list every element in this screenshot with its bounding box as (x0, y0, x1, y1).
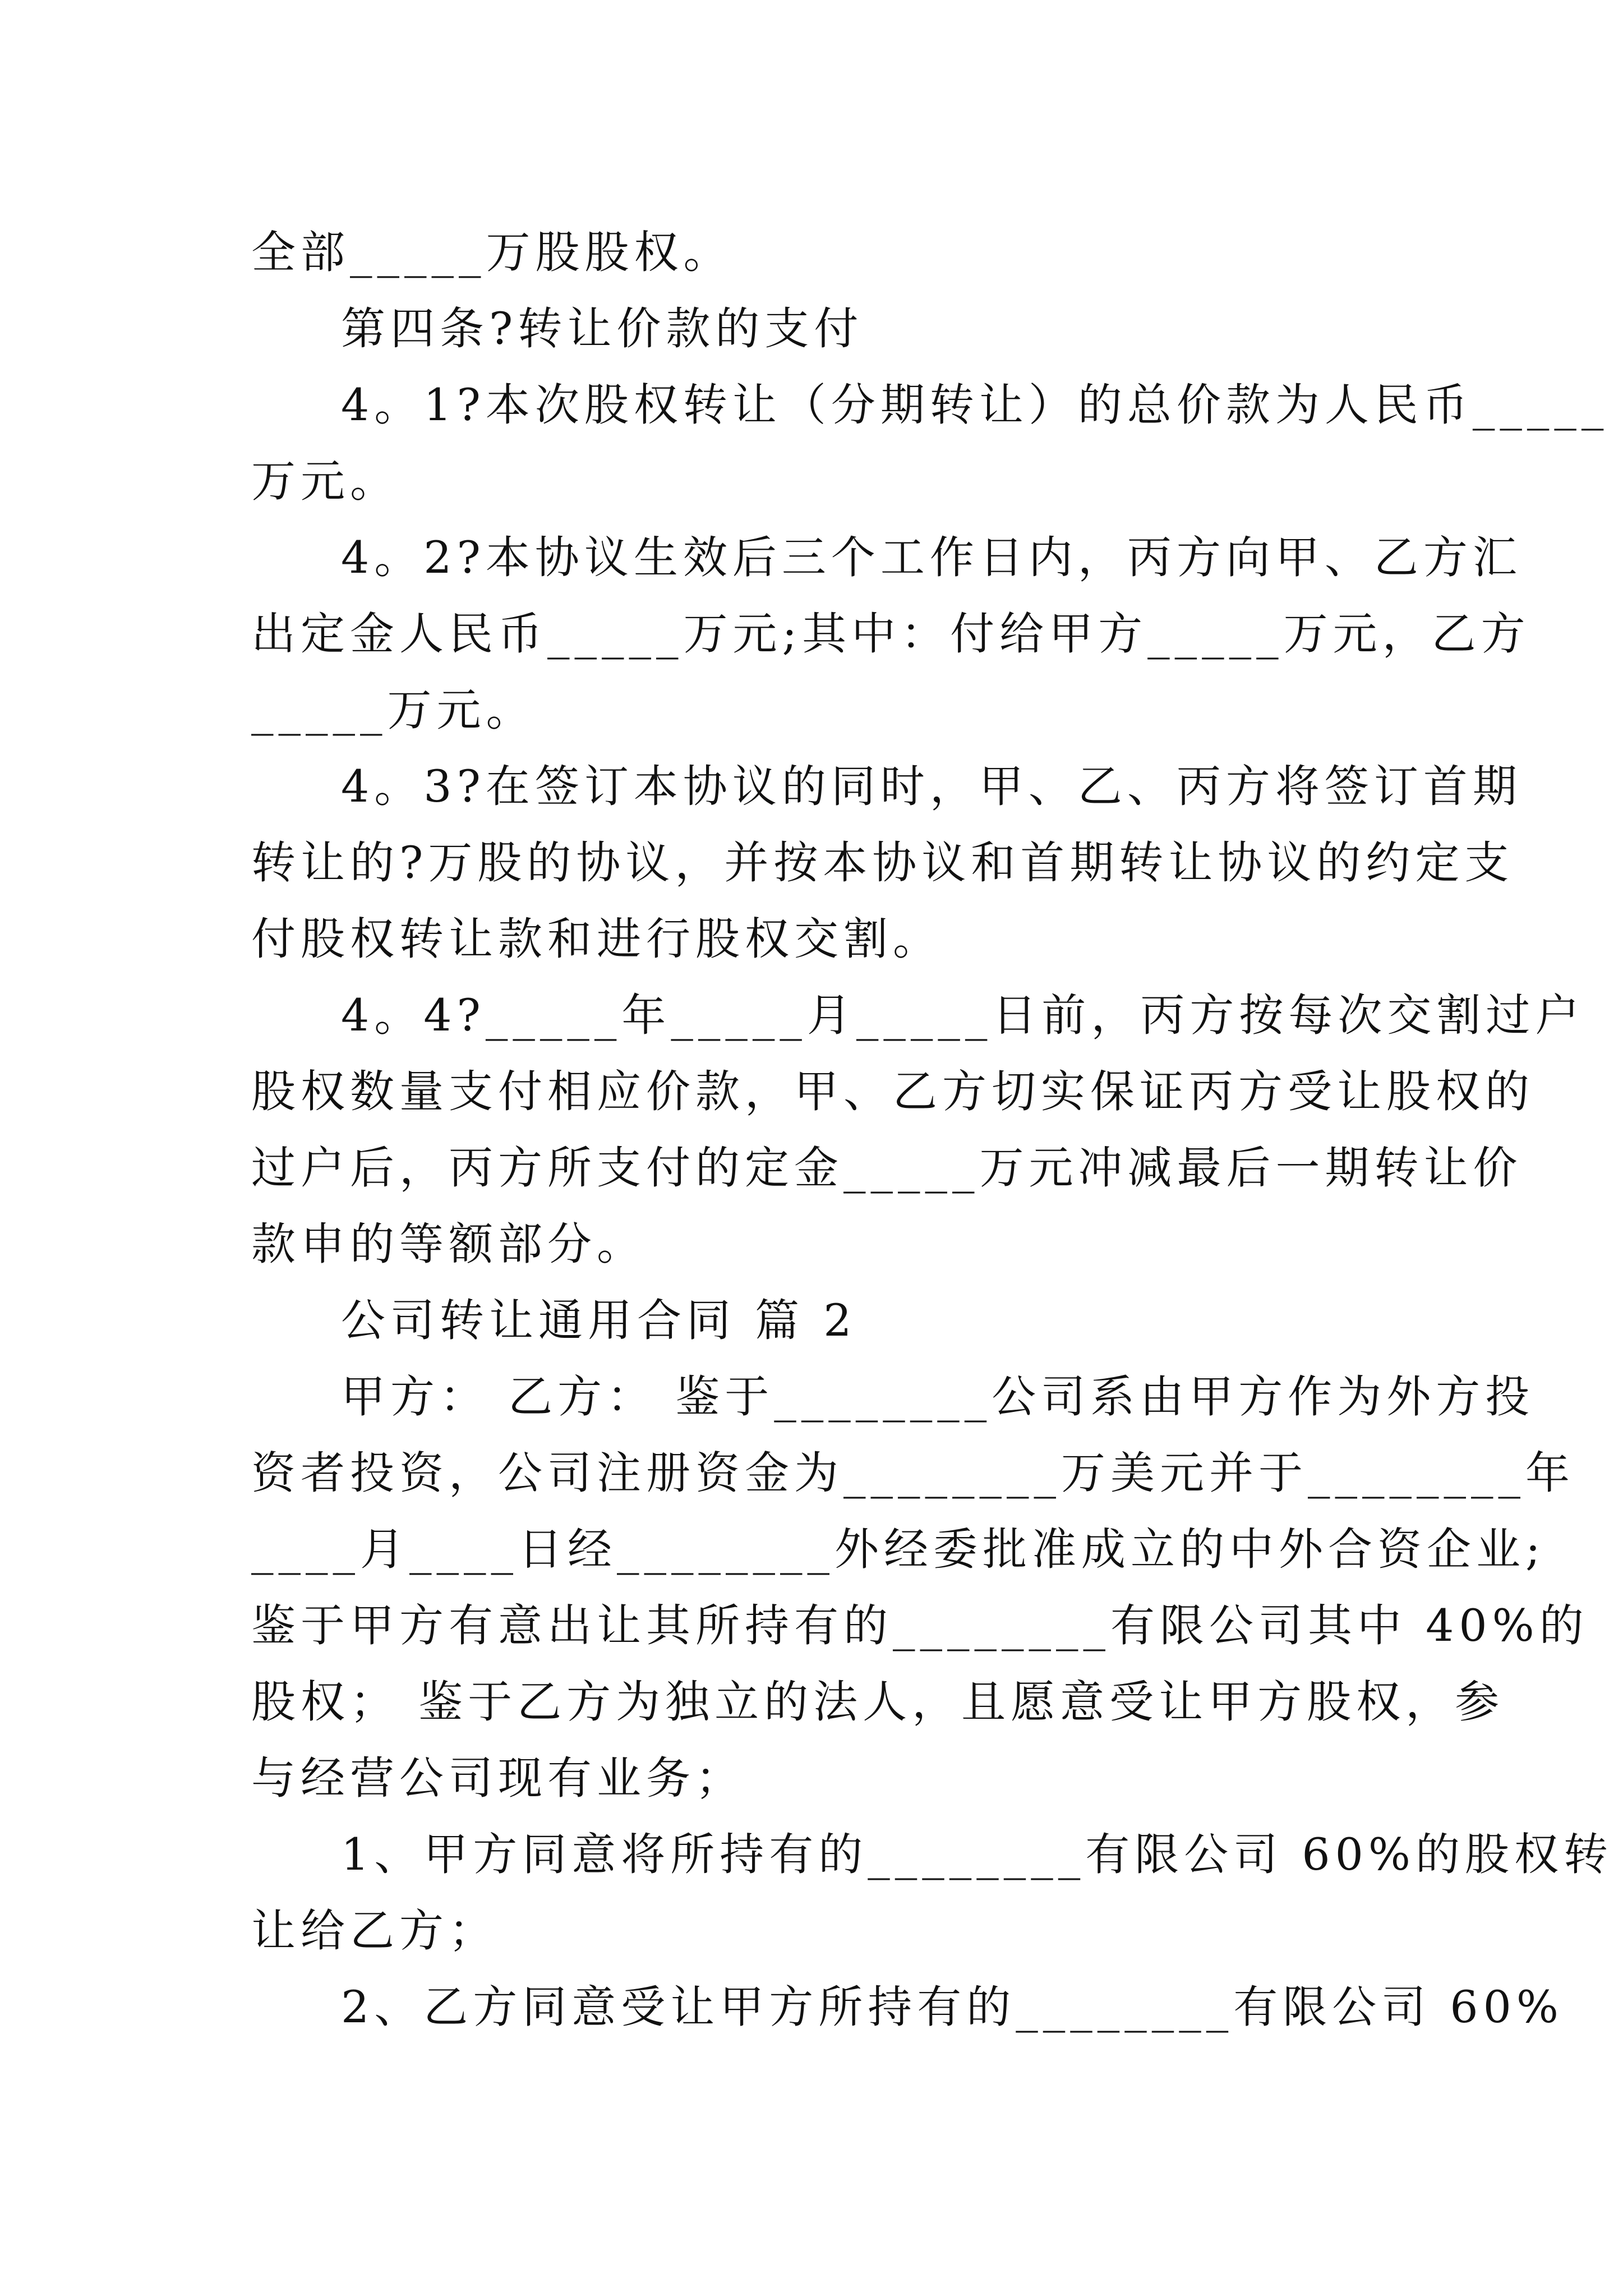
text-line: 让给乙方； (251, 1905, 498, 1957)
section-title: 公司转让通用合同 篇 2 (341, 1295, 857, 1346)
text-line: 4。3?在签订本协议的同时，甲、乙、丙方将签订首期 (341, 761, 1522, 812)
text-line: 1、甲方同意将所持有的________有限公司 60%的股权转 (341, 1829, 1613, 1880)
text-line: 鉴于甲方有意出让其所持有的________有限公司其中 40%的 (251, 1600, 1589, 1651)
text-line: 过户后，丙方所支付的定金_____万元冲减最后一期转让价 (251, 1142, 1523, 1194)
text-line: 资者投资，公司注册资金为________万美元并于________年 (251, 1447, 1575, 1499)
paragraph (251, 1969, 1564, 2045)
text-line: 与经营公司现有业务； (251, 1752, 745, 1804)
text-line: ____月____日经________外经委批准成立的中外合资企业; (251, 1524, 1546, 1575)
text-line: 万元。 (251, 455, 399, 507)
paragraph (251, 748, 1522, 977)
text-line: 全部_____万股股权。 (251, 227, 733, 278)
paragraph (251, 214, 1395, 291)
text-line: 4。4?_____年_____月_____日前，丙方按每次交割过户 (341, 990, 1585, 1041)
text-line: 付股权转让款和进行股权交割。 (251, 913, 942, 965)
text-line: 甲方： 乙方： 鉴于________公司系由甲方作为外方投 (341, 1371, 1535, 1423)
paragraph (251, 291, 1395, 367)
paragraph (251, 1816, 1613, 1969)
text-line: 4。1?本次股权转让（分期转让）的总价款为人民币_____ (341, 379, 1609, 431)
paragraph (251, 519, 1530, 748)
paragraph (251, 1282, 1395, 1359)
paragraph (251, 367, 1609, 519)
text-line: 转让的?万股的协议，并按本协议和首期转让协议的约定支 (251, 837, 1514, 889)
text-line: 股权； 鉴于乙方为独立的法人，且愿意受让甲方股权，参 (251, 1676, 1505, 1728)
document-body (251, 214, 1613, 2045)
section-heading: 第四条?转让价款的支付 (341, 303, 864, 355)
text-line: 4。2?本协议生效后三个工作日内，丙方向甲、乙方汇 (341, 532, 1522, 583)
text-line: _____万元。 (251, 684, 536, 736)
text-line: 出定金人民币_____万元;其中：付给甲方_____万元，乙方 (251, 608, 1530, 660)
paragraph (251, 977, 1585, 1282)
text-line: 款申的等额部分。 (251, 1218, 646, 1270)
text-line: 股权数量支付相应价款，甲、乙方切实保证丙方受让股权的 (251, 1066, 1534, 1117)
paragraph (251, 1359, 1589, 1816)
text-line: 2、乙方同意受让甲方所持有的________有限公司 60% (341, 1981, 1564, 2033)
